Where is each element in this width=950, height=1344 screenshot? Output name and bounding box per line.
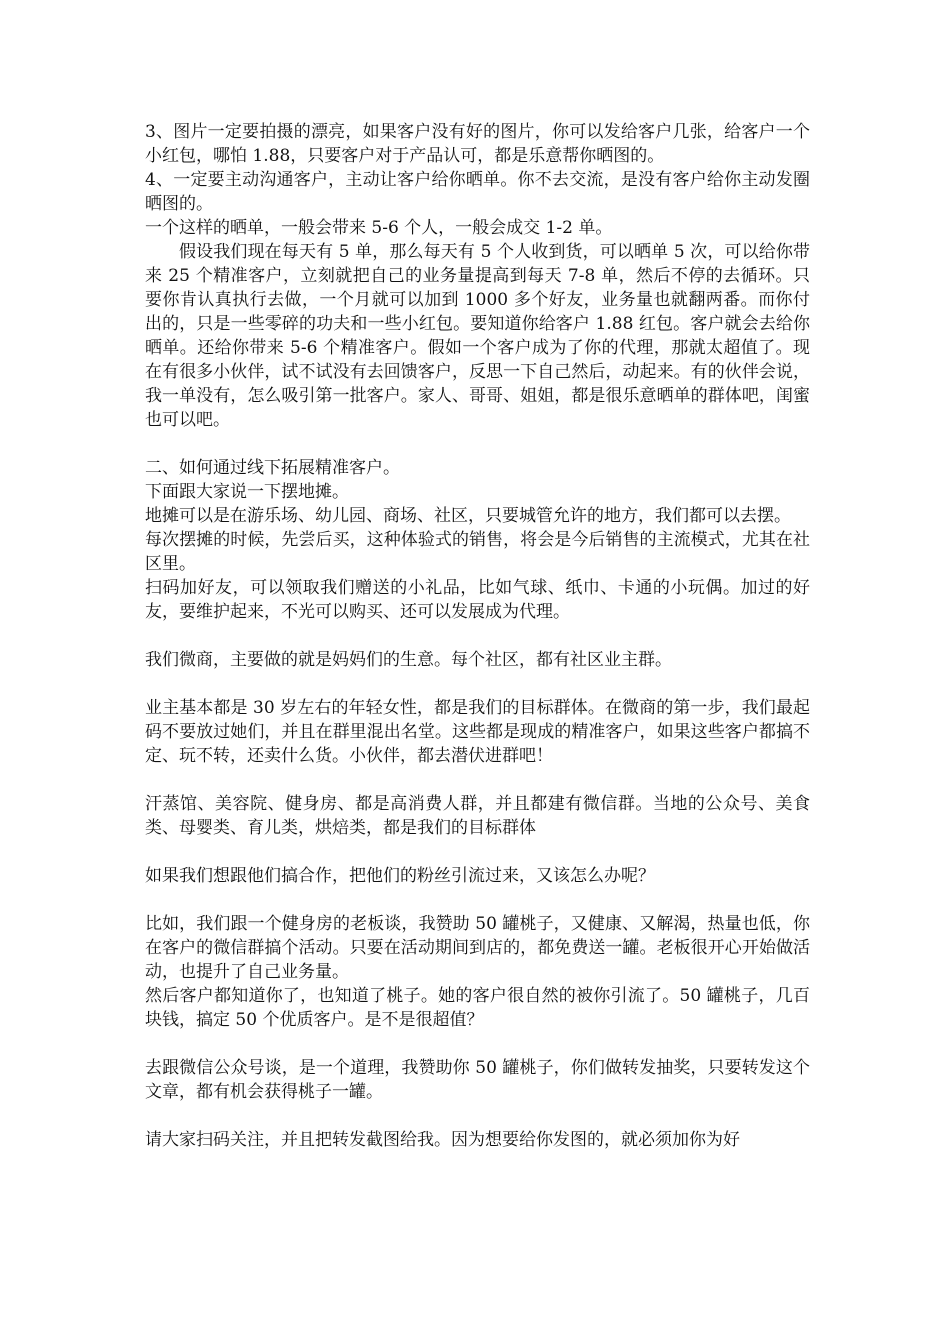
paragraph-conversion: 一个这样的晒单，一般会带来 5-6 个人，一般会成交 1-2 单。 [145, 218, 613, 238]
document-body [145, 120, 810, 1152]
paragraph-tip-3: 3、图片一定要拍摄的漂亮，如果客户没有好的图片，你可以发给客户几张，给客户一个小红包，哪怕 1.88，只要客户对于产品认可，都是乐意帮你晒图的。 [145, 122, 810, 166]
paragraph-stall-intro: 下面跟大家说一下摆地摊。 [145, 482, 349, 502]
blank-line [145, 888, 810, 912]
paragraph-scan-follow: 请大家扫码关注，并且把转发截图给我。因为想要给你发图的，就必须加你为好 [145, 1130, 740, 1150]
paragraph-tip-4: 4、一定要主动沟通客户，主动让客户给你晒单。你不去交流，是没有客户给你主动发圈晒图的。 [145, 170, 810, 214]
paragraph-gym-example: 比如，我们跟一个健身房的老板谈，我赞助 50 罐桃子，又健康、又解渴，热量也低，你在客户的微信群搞个活动。只要在活动期间到店的，都免费送一罐。老板很开心开始做活动，也提升了自己业务量。 [145, 914, 810, 982]
paragraph-example: 假设我们现在每天有 5 单，那么每天有 5 个人收到货，可以晒单 5 次，可以给你带来 25 个精准客户，立刻就把自己的业务量提高到每天 7-8 单，然后不停的去循环。只要你肯认真执行去做，一个月就可以加到 1000 多个好友，业务量也就翻两番。而你付出的，只是一些零碎的功夫和一些小红包。要知道你给客户 1.88 红包。客户就会去给你晒单。还给你带来 5-6 个精准客户。假如一个客户成为了你的代理，那就太超值了。现在有很多小伙伴，试不试没有去回馈客户，反思一下自己然后，动起来。有的伙伴会说，我一单没有，怎么吸引第一批客户。家人、哥哥、姐姐，都是很乐意晒单的群体吧，闺蜜也可以吧。 [145, 242, 810, 430]
paragraph-moms-business: 我们微商，主要做的就是妈妈们的生意。每个社区，都有社区业主群。 [145, 650, 672, 670]
section-heading: 二、如何通过线下拓展精准客户。 [145, 458, 400, 478]
paragraph-stall-tasting: 每次摆摊的时候，先尝后买，这种体验式的销售，将会是今后销售的主流模式，尤其在社区里。 [145, 530, 810, 574]
blank-line [145, 624, 810, 648]
blank-line [145, 1104, 810, 1128]
paragraph-stall-locations: 地摊可以是在游乐场、幼儿园、商场、社区，只要城管允许的地方，我们都可以去摆。 [145, 506, 791, 526]
blank-line [145, 672, 810, 696]
paragraph-gym-result: 然后客户都知道你了，也知道了桃子。她的客户很自然的被你引流了。50 罐桃子，几百块钱，搞定 50 个优质客户。是不是很超值？ [145, 986, 810, 1030]
blank-line [145, 432, 810, 456]
blank-line [145, 768, 810, 792]
blank-line [145, 1032, 810, 1056]
paragraph-target-groups: 汗蒸馆、美容院、健身房、都是高消费人群，并且都建有微信群。当地的公众号、美食类、母婴类、育儿类，烘焙类，都是我们的目标群体 [145, 794, 810, 838]
paragraph-cooperation-question: 如果我们想跟他们搞合作，把他们的粉丝引流过来，又该怎么办呢？ [145, 866, 655, 886]
paragraph-scan-code: 扫码加好友，可以领取我们赠送的小礼品，比如气球、纸巾、卡通的小玩偶。加过的好友，要维护起来，不光可以购买、还可以发展成为代理。 [145, 578, 810, 622]
paragraph-official-account: 去跟微信公众号谈，是一个道理，我赞助你 50 罐桃子，你们做转发抽奖，只要转发这个文章，都有机会获得桃子一罐。 [145, 1058, 810, 1102]
blank-line [145, 840, 810, 864]
paragraph-owners-group: 业主基本都是 30 岁左右的年轻女性，都是我们的目标群体。在微商的第一步，我们最起码不要放过她们，并且在群里混出名堂。这些都是现成的精准客户，如果这些客户都搞不定、玩不转，还卖什么货。小伙伴，都去潜伏进群吧！ [145, 698, 810, 766]
